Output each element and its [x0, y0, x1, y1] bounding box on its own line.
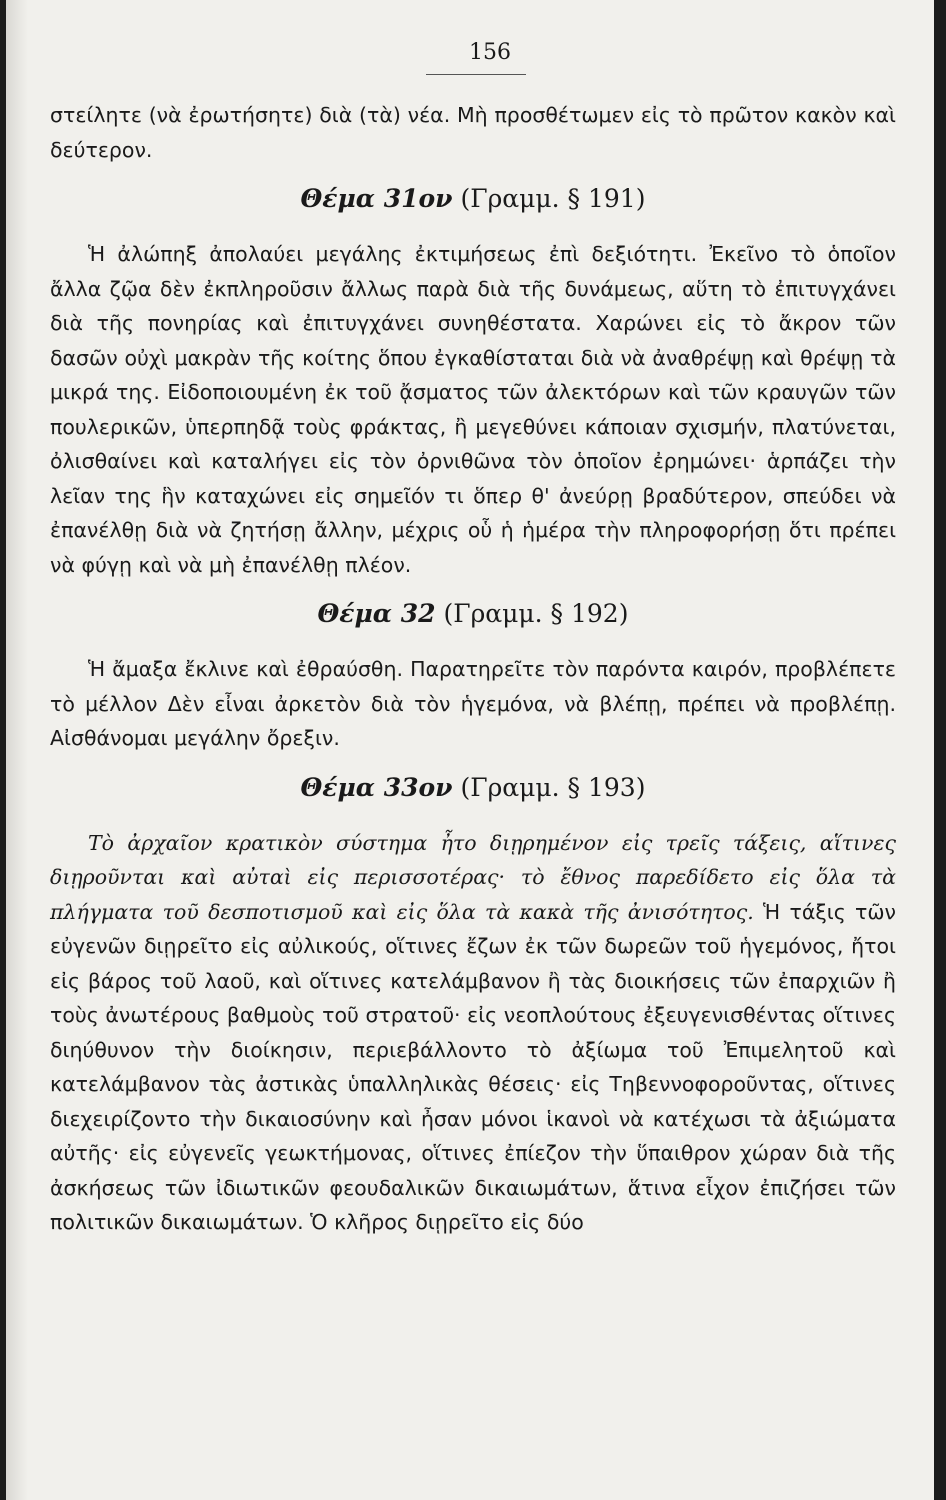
section-heading-label: Θέμα 32 — [317, 599, 436, 628]
section-paragraph-continuation: Ἡ τάξις τῶν εὐγενῶν διῃρεῖτο εἰς αὐλικούς, οἵτινες ἔζων ἐκ τῶν δωρεῶν τοῦ ἡγεμόνος, ἤτοι εἰς βάρος τοῦ λαοῦ, καὶ οἵτινες κατελάμβανον ἢ τὰς διοικήσεις τῶν ἐπαρχιῶν ἢ τοὺς ἀνωτέρους βαθμοὺς τοῦ στρατοῦ· εἰς νεοπλούτους ἐξευγενισθέντας οἵτινες διηύθυνον τὴν διοίκησιν, περιεβάλλοντο τὸ ἀξίωμα τοῦ Ἐπιμελητοῦ καὶ κατελάμβανον τὰς ἀστικὰς ὑπαλληλικὰς θέσεις· εἰς Τηβεννοφοροῦντας, οἵτινες διεχειρίζοντο τὴν δικαιοσύνην καὶ ἦσαν μόνοι ἱκανοὶ νὰ κατέχωσι τὰ ἀξιώματα αὐτῆς· εἰς εὐγενεῖς γεωκτήμονας, οἵτινες ἐπίεζον τὴν ὕπαιθρον χώραν διὰ τῆς ἀσκήσεως τῶν ἰδιωτικῶν φεουδαλικῶν δικαιωμάτων, ἅτινα εἶχον ἐπιζήσει τῶν πολιτικῶν δικαιωμάτων. Ὁ κλῆρος διῃρεῖτο εἰς δύο — [50, 899, 896, 1234]
section-heading-31 — [50, 179, 896, 219]
section-paragraph — [50, 826, 896, 1240]
section-heading-label: Θέμα 33ον — [300, 772, 453, 802]
page-number-rule — [426, 74, 526, 75]
section-paragraph: Ἡ ἄμαξα ἔκλινε καὶ ἐθραύσθη. Παρατηρεῖτε τὸν παρόντα καιρόν, προβλέπετε τὸ μέλλον Δὲν εἶναι ἀρκετὸν διὰ τὸν ἡγεμόνα, νὰ βλέπῃ, πρέπει νὰ προβλέπῃ. Αἰσθάνομαι μεγάλην ὄρεξιν. — [50, 657, 896, 750]
section-heading-label: Θέμα 31ον — [300, 184, 453, 213]
section-heading-ref: (Γραμμ. § 193) — [460, 772, 646, 802]
section-paragraph-italic: Τὸ ἀρχαῖον κρατικὸν σύστημα ἦτο διῃρημένον εἰς τρεῖς τάξεις, αἵτινες διῃροῦνται καὶ αὐταὶ εἰς περισσοτέρας· τὸ ἔθνος παρεδίδετο εἰς ὅλα τὰ πλήγματα τοῦ δεσποτισμοῦ καὶ εἰς ὅλα τὰ κακὰ τῆς ἀνισότητος. — [50, 830, 896, 924]
section-paragraph: Ἡ ἀλώπηξ ἀπολαύει μεγάλης ἐκτιμήσεως ἐπὶ δεξιότητι. Ἐκεῖνο τὸ ὁποῖον ἄλλα ζῷα δὲν ἐκπληροῦσιν ἄλλως παρὰ διὰ τῆς δυνάμεως, αὕτη τὸ ἐπιτυγχάνει διὰ τῆς πονηρίας καὶ ἐπιτυγχάνει συνηθέστατα. Χαρώνει εἰς τὸ ἄκρον τῶν δασῶν οὐχὶ μακρὰν τῆς κοίτης ὅπου ἐγκαθίσταται διὰ νὰ ἀναθρέψῃ καὶ θρέψῃ τὰ μικρά της. Εἰδοποιουμένη ἐκ τοῦ ᾄσματος τῶν ἀλεκτόρων καὶ τῶν κραυγῶν τῶν πουλερικῶν, ὑπερπηδᾷ τοὺς φράκτας, ἢ μεγεθύνει κάποιαν σχισμήν, πλατύνεται, ὀλισθαίνει καὶ καταλήγει εἰς τὸν ὀρνιθῶνα τὸν ὁποῖον ἐρημώνει· ἁρπάζει τὴν λεῖαν της ἣν καταχώνει εἰς σημεῖόν τι ὅπερ θ' ἀνεύρῃ βραδύτερον, σπεύδει νὰ ἐπανέλθῃ διὰ νὰ ζητήσῃ ἄλλην, μέχρις οὗ ἡ ἡμέρα τὴν πληροφορήσῃ ὅτι πρέπει νὰ φύγῃ καὶ νὰ μὴ ἐπανέλθῃ πλέον. — [50, 242, 896, 577]
intro-paragraph: στείλητε (νὰ ἐρωτήσητε) διὰ (τὰ) νέα. Μὴ προσθέτωμεν εἰς τὸ πρῶτον κακὸν καὶ δεύτερον. — [50, 103, 896, 162]
book-page — [6, 0, 934, 1500]
section-heading-ref: (Γραμμ. § 192) — [443, 599, 629, 628]
section-heading-33 — [50, 768, 896, 808]
section-heading-32 — [50, 594, 896, 634]
page-content — [50, 98, 896, 1240]
section-heading-ref: (Γραμμ. § 191) — [460, 184, 646, 213]
page-number: 156 — [469, 40, 511, 65]
binding-shadow — [6, 0, 28, 1500]
